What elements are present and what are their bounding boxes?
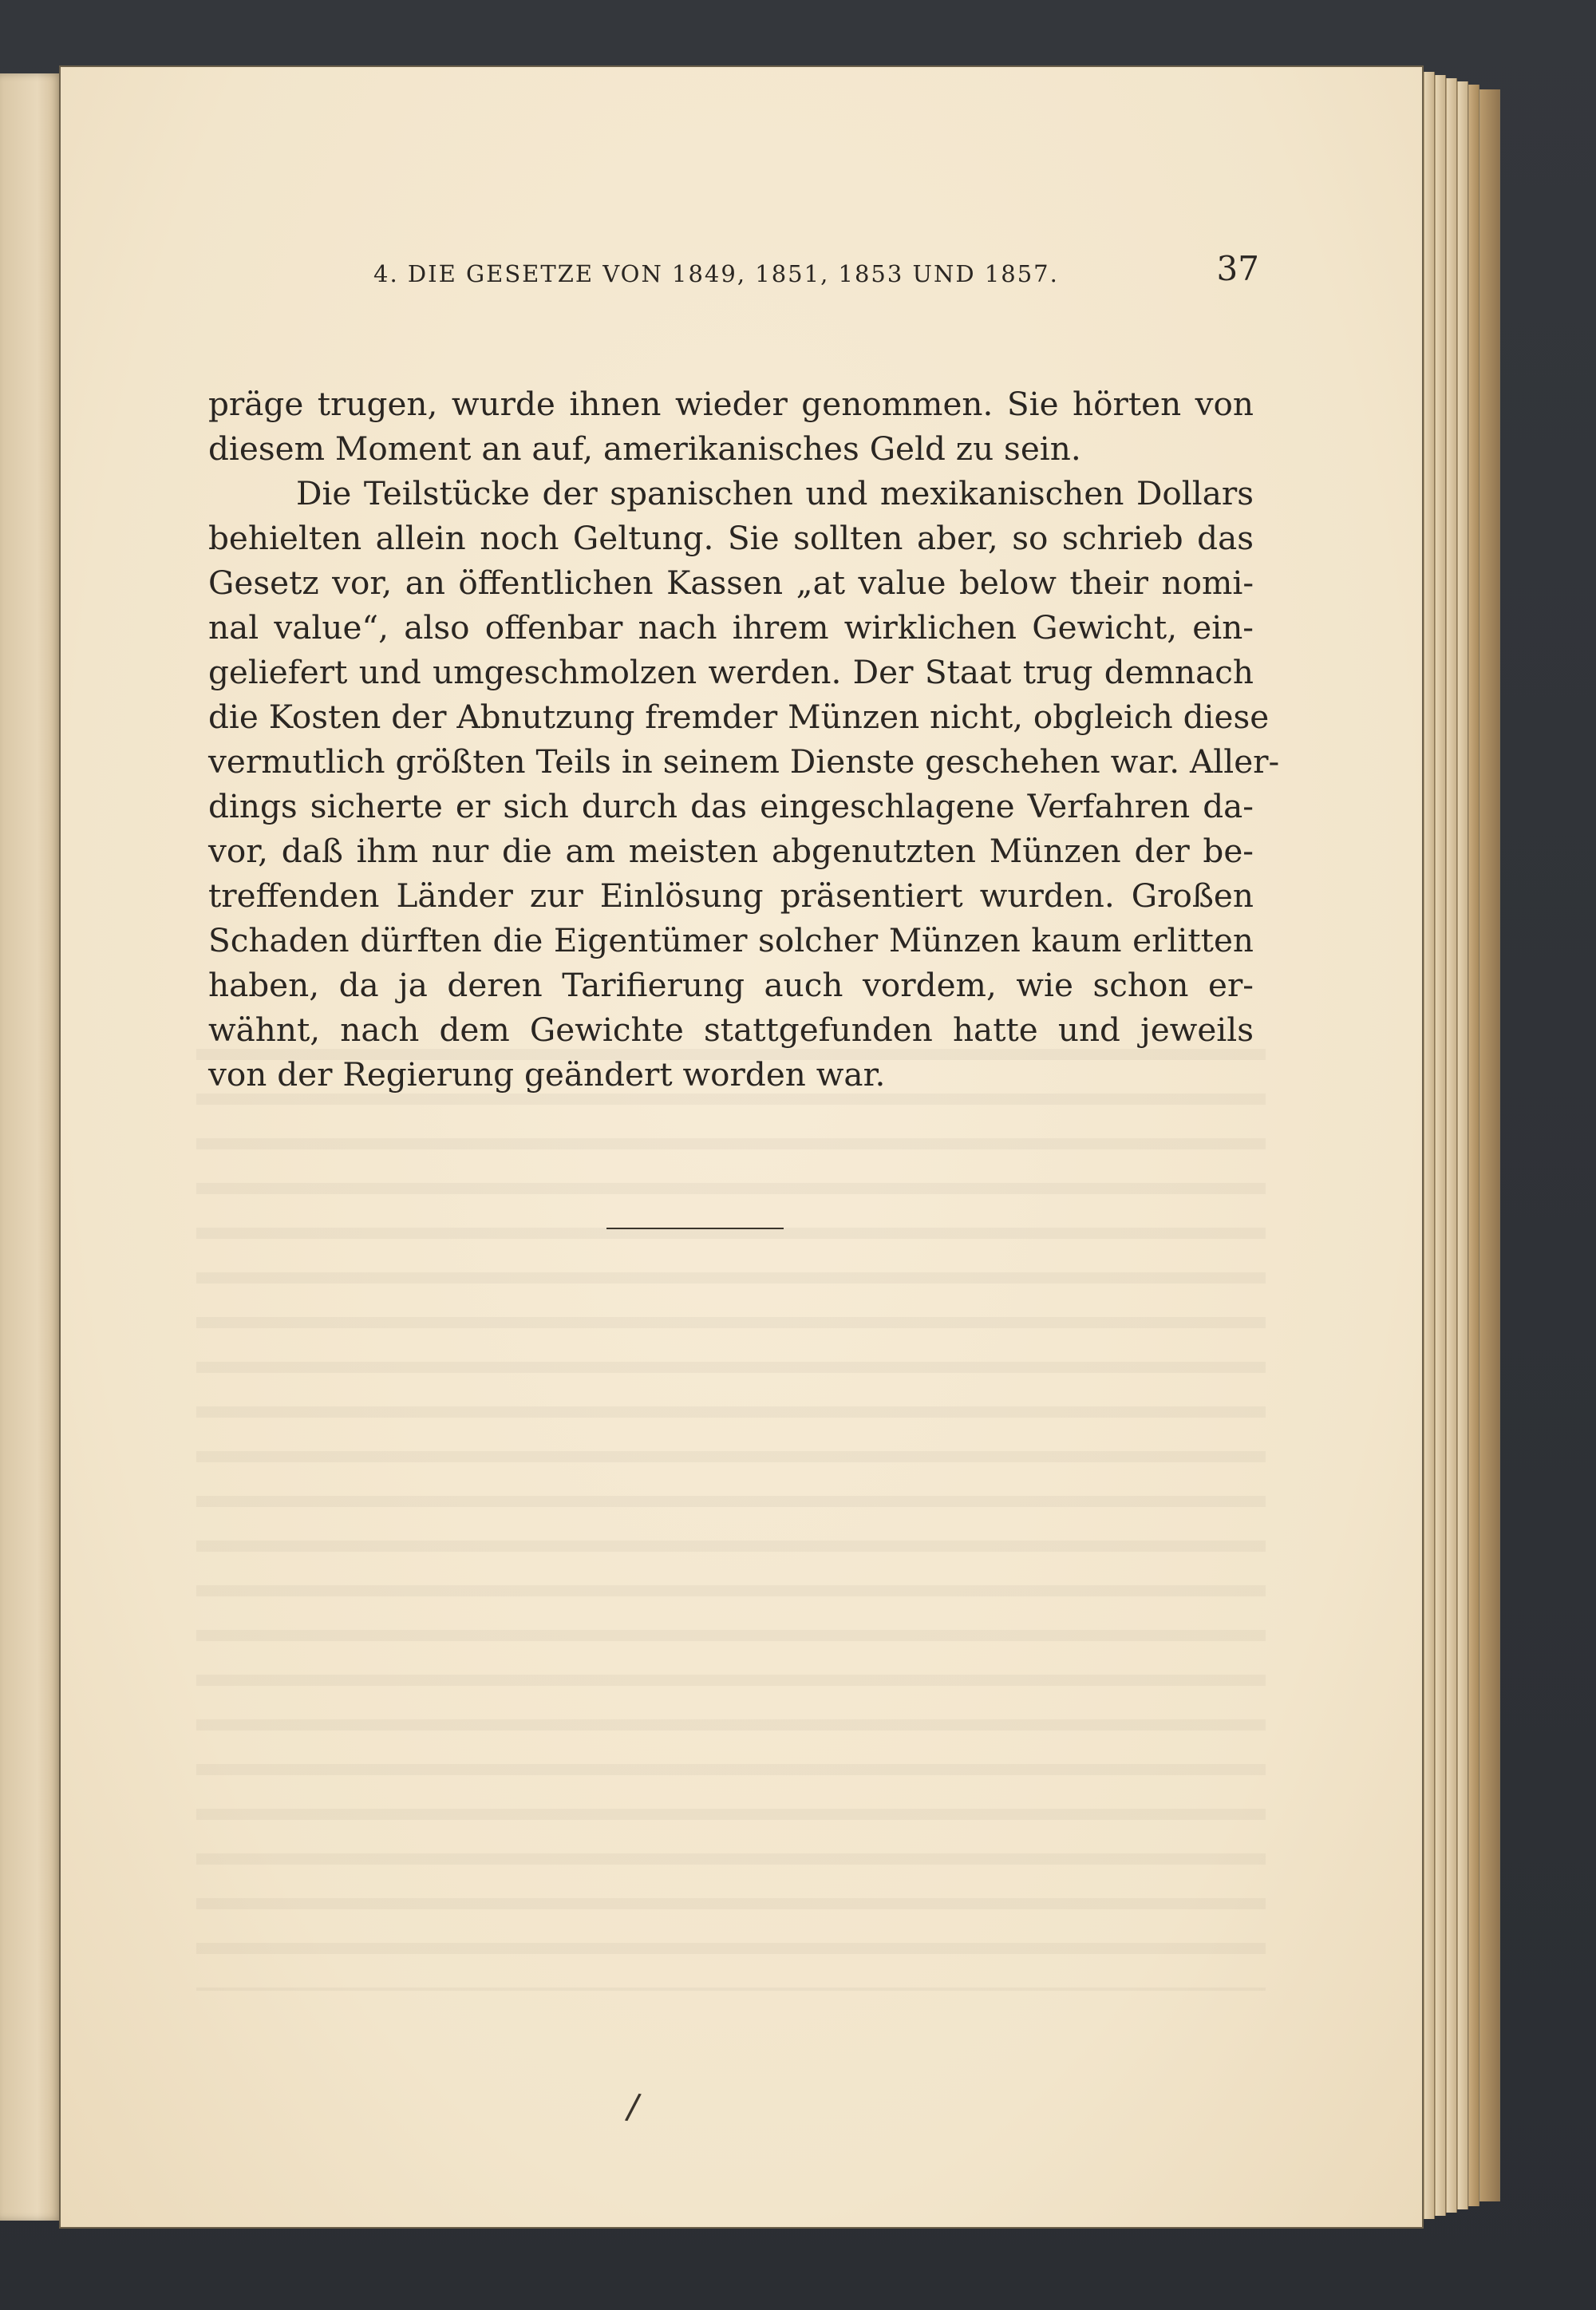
page-edge — [1457, 81, 1468, 2209]
page-header — [373, 249, 1259, 297]
text-line: dings sicherte er sich durch das eingeschlagene Verfahren da- — [208, 787, 1254, 825]
section-end-rule — [606, 1228, 784, 1229]
text-line: die Kosten der Abnutzung fremder Münzen nicht, obgleich diese — [208, 698, 1270, 736]
page-edge — [1468, 85, 1479, 2206]
text-line: nal value“, also offenbar nach ihrem wirklichen Gewicht, ein- — [208, 608, 1254, 647]
text-line: vermutlich größten Teils in seinem Dienste geschehen war. Aller- — [208, 742, 1280, 781]
page-number: 37 — [1216, 249, 1259, 288]
text-line: Gesetz vor, an öffentlichen Kassen „at value below their nomi- — [208, 564, 1254, 602]
page-edge — [1435, 75, 1446, 2216]
text-line: haben, da ja deren Tarifierung auch vordem, wie schon er- — [208, 966, 1254, 1004]
text-line: präge trugen, wurde ihnen wieder genommen. Sie hörten von — [208, 385, 1254, 423]
text-line: diesem Moment an auf, amerikanisches Geld zu sein. — [208, 429, 1081, 468]
page-edge — [1479, 89, 1500, 2201]
text-line: Die Teilstücke der spanischen und mexikanischen Dollars — [296, 474, 1254, 512]
text-line: treffenden Länder zur Einlösung präsentiert wurden. Großen — [208, 876, 1254, 915]
body-text — [208, 382, 1280, 1097]
running-head: 4. DIE GESETZE VON 1849, 1851, 1853 UND 1857. — [373, 260, 1059, 287]
text-line: wähnt, nach dem Gewichte stattgefunden hatte und jeweils — [208, 1011, 1254, 1049]
handwritten-mark: / — [623, 2086, 643, 2128]
page-edge — [1424, 72, 1435, 2219]
show-through-text — [196, 1049, 1266, 1991]
paragraph — [208, 471, 1280, 1097]
text-line: vor, daß ihm nur die am meisten abgenutzten Münzen der be- — [208, 832, 1254, 870]
text-line: behielten allein noch Geltung. Sie sollten aber, so schrieb das — [208, 519, 1254, 557]
text-line: von der Regierung geändert worden war. — [208, 1055, 886, 1094]
paragraph — [208, 382, 1254, 471]
page-edge — [1446, 78, 1457, 2213]
text-line: Schaden dürften die Eigentümer solcher Münzen kaum erlitten — [208, 921, 1254, 959]
page-stack-edges — [1412, 69, 1540, 2224]
book-page — [61, 67, 1422, 2227]
previous-page-edge — [0, 73, 65, 2221]
text-line: geliefert und umgeschmolzen werden. Der Staat trug demnach — [208, 653, 1254, 691]
